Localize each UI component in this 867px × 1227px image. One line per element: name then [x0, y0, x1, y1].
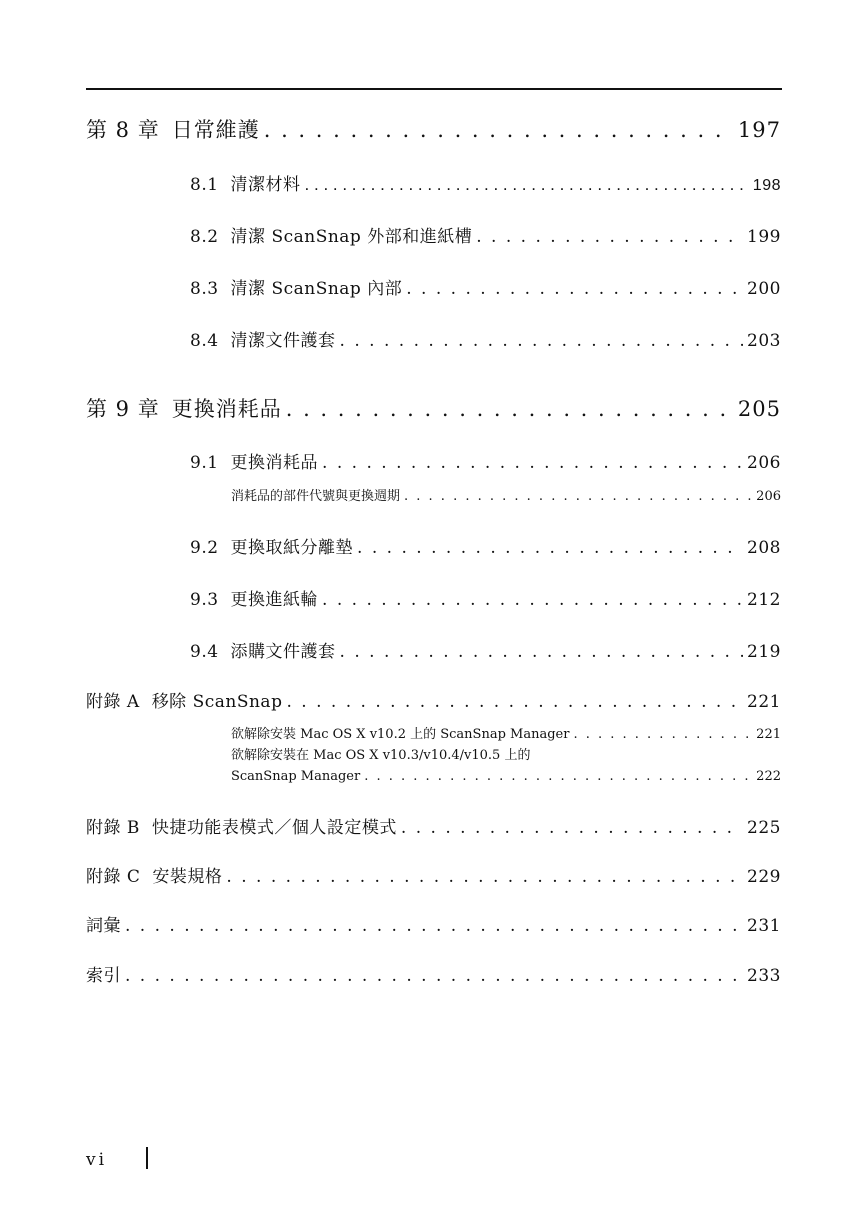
- toc-subsection-9-1-a[interactable]: [231, 485, 781, 504]
- toc-appendix-c[interactable]: [86, 862, 781, 887]
- subsection-title: 消耗品的部件代號與更換週期: [231, 489, 401, 504]
- appendix-title: 快捷功能表模式／個人設定模式: [151, 818, 397, 838]
- toc-section-8-1[interactable]: [190, 170, 781, 195]
- page-number: 197: [737, 118, 781, 142]
- toc-section-8-3[interactable]: [190, 274, 781, 299]
- page-number: 221: [756, 727, 781, 742]
- section-number: 9.1: [190, 453, 219, 473]
- section-number: 8.1: [190, 175, 219, 195]
- toc-chapter-8[interactable]: [86, 114, 781, 144]
- page-number: 198: [752, 177, 781, 194]
- section-title: 清潔 ScanSnap 內部: [230, 279, 403, 299]
- footer-page-number: vi: [86, 1150, 108, 1170]
- toc-glossary[interactable]: [86, 911, 781, 936]
- toc-subsection-a-2[interactable]: [231, 745, 781, 787]
- glossary-title: 詞彙: [86, 916, 121, 936]
- section-number: 8.4: [190, 331, 219, 351]
- section-number: 9.3: [190, 590, 219, 610]
- chapter-title: 日常維護: [171, 118, 260, 142]
- section-title: 清潔材料: [230, 175, 301, 195]
- dot-leader: [286, 692, 743, 712]
- toc-subsection-a-1[interactable]: [231, 723, 781, 742]
- dot-leader: [125, 966, 743, 986]
- chapter-number: 第 9 章: [86, 397, 160, 421]
- chapter-title: 更換消耗品: [171, 397, 282, 421]
- dot-leader: [573, 727, 752, 742]
- page-number: 205: [737, 397, 781, 421]
- section-title: 清潔文件護套: [230, 331, 336, 351]
- top-rule: [86, 88, 782, 90]
- dot-leader: [364, 766, 752, 787]
- section-number: 8.3: [190, 279, 219, 299]
- appendix-title: 移除 ScanSnap: [151, 692, 283, 712]
- footer-divider: [146, 1147, 148, 1169]
- section-title: 更換取紙分離墊: [230, 538, 354, 558]
- dot-leader: [476, 227, 743, 247]
- dot-leader: [357, 538, 743, 558]
- appendix-number: 附錄 C: [86, 867, 141, 887]
- section-number: 8.2: [190, 227, 219, 247]
- dot-leader: [406, 279, 743, 299]
- toc-section-9-3[interactable]: [190, 585, 781, 610]
- subsection-title: 欲解除安裝 Mac OS X v10.2 上的 ScanSnap Manager: [231, 727, 570, 742]
- chapter-number: 第 8 章: [86, 118, 160, 142]
- toc-appendix-b[interactable]: [86, 813, 781, 838]
- section-title: 更換進紙輪: [230, 590, 319, 610]
- dot-leader: [322, 453, 743, 473]
- page-number: 221: [747, 692, 781, 712]
- dot-leader: [226, 867, 743, 887]
- page-number: 231: [747, 916, 781, 936]
- appendix-number: 附錄 B: [86, 818, 140, 838]
- page-number: 199: [747, 227, 781, 247]
- toc-section-9-4[interactable]: [190, 637, 781, 662]
- dot-leader: [404, 489, 752, 504]
- toc-section-9-1[interactable]: [190, 448, 781, 473]
- dot-leader: [322, 590, 743, 610]
- page-number: 206: [756, 489, 781, 504]
- page-number: 208: [747, 538, 781, 558]
- toc-appendix-a[interactable]: [86, 687, 781, 712]
- page-number: 200: [747, 279, 781, 299]
- page-number: 222: [756, 769, 781, 784]
- toc-index[interactable]: [86, 961, 781, 986]
- toc-section-9-2[interactable]: [190, 533, 781, 558]
- toc-section-8-4[interactable]: [190, 326, 781, 351]
- dot-leader: [340, 642, 744, 662]
- page-number: 229: [747, 867, 781, 887]
- toc-chapter-9[interactable]: [86, 393, 781, 423]
- page-number: 212: [747, 590, 781, 610]
- dot-leader: [264, 118, 734, 142]
- dot-leader: [401, 818, 743, 838]
- page-number: 233: [747, 966, 781, 986]
- subsection-title-line2-row: [231, 766, 781, 787]
- toc-section-8-2[interactable]: [190, 222, 781, 247]
- subsection-title-line2: ScanSnap Manager: [231, 769, 361, 784]
- page-number: 225: [747, 818, 781, 838]
- dot-leader: [340, 331, 744, 351]
- page-number: 219: [747, 642, 781, 662]
- section-number: 9.2: [190, 538, 219, 558]
- appendix-title: 安裝規格: [152, 867, 223, 887]
- section-number: 9.4: [190, 642, 219, 662]
- dot-leader: [305, 175, 749, 195]
- dot-leader: [125, 916, 743, 936]
- section-title: 清潔 ScanSnap 外部和進紙槽: [230, 227, 473, 247]
- dot-leader: [286, 397, 734, 421]
- section-title: 添購文件護套: [230, 642, 336, 662]
- page-number: 203: [747, 331, 781, 351]
- index-title: 索引: [86, 966, 121, 986]
- section-title: 更換消耗品: [230, 453, 319, 473]
- subsection-title-line1: 欲解除安裝在 Mac OS X v10.3/v10.4/v10.5 上的: [231, 748, 531, 763]
- page-number: 206: [747, 453, 781, 473]
- appendix-number: 附錄 A: [86, 692, 140, 712]
